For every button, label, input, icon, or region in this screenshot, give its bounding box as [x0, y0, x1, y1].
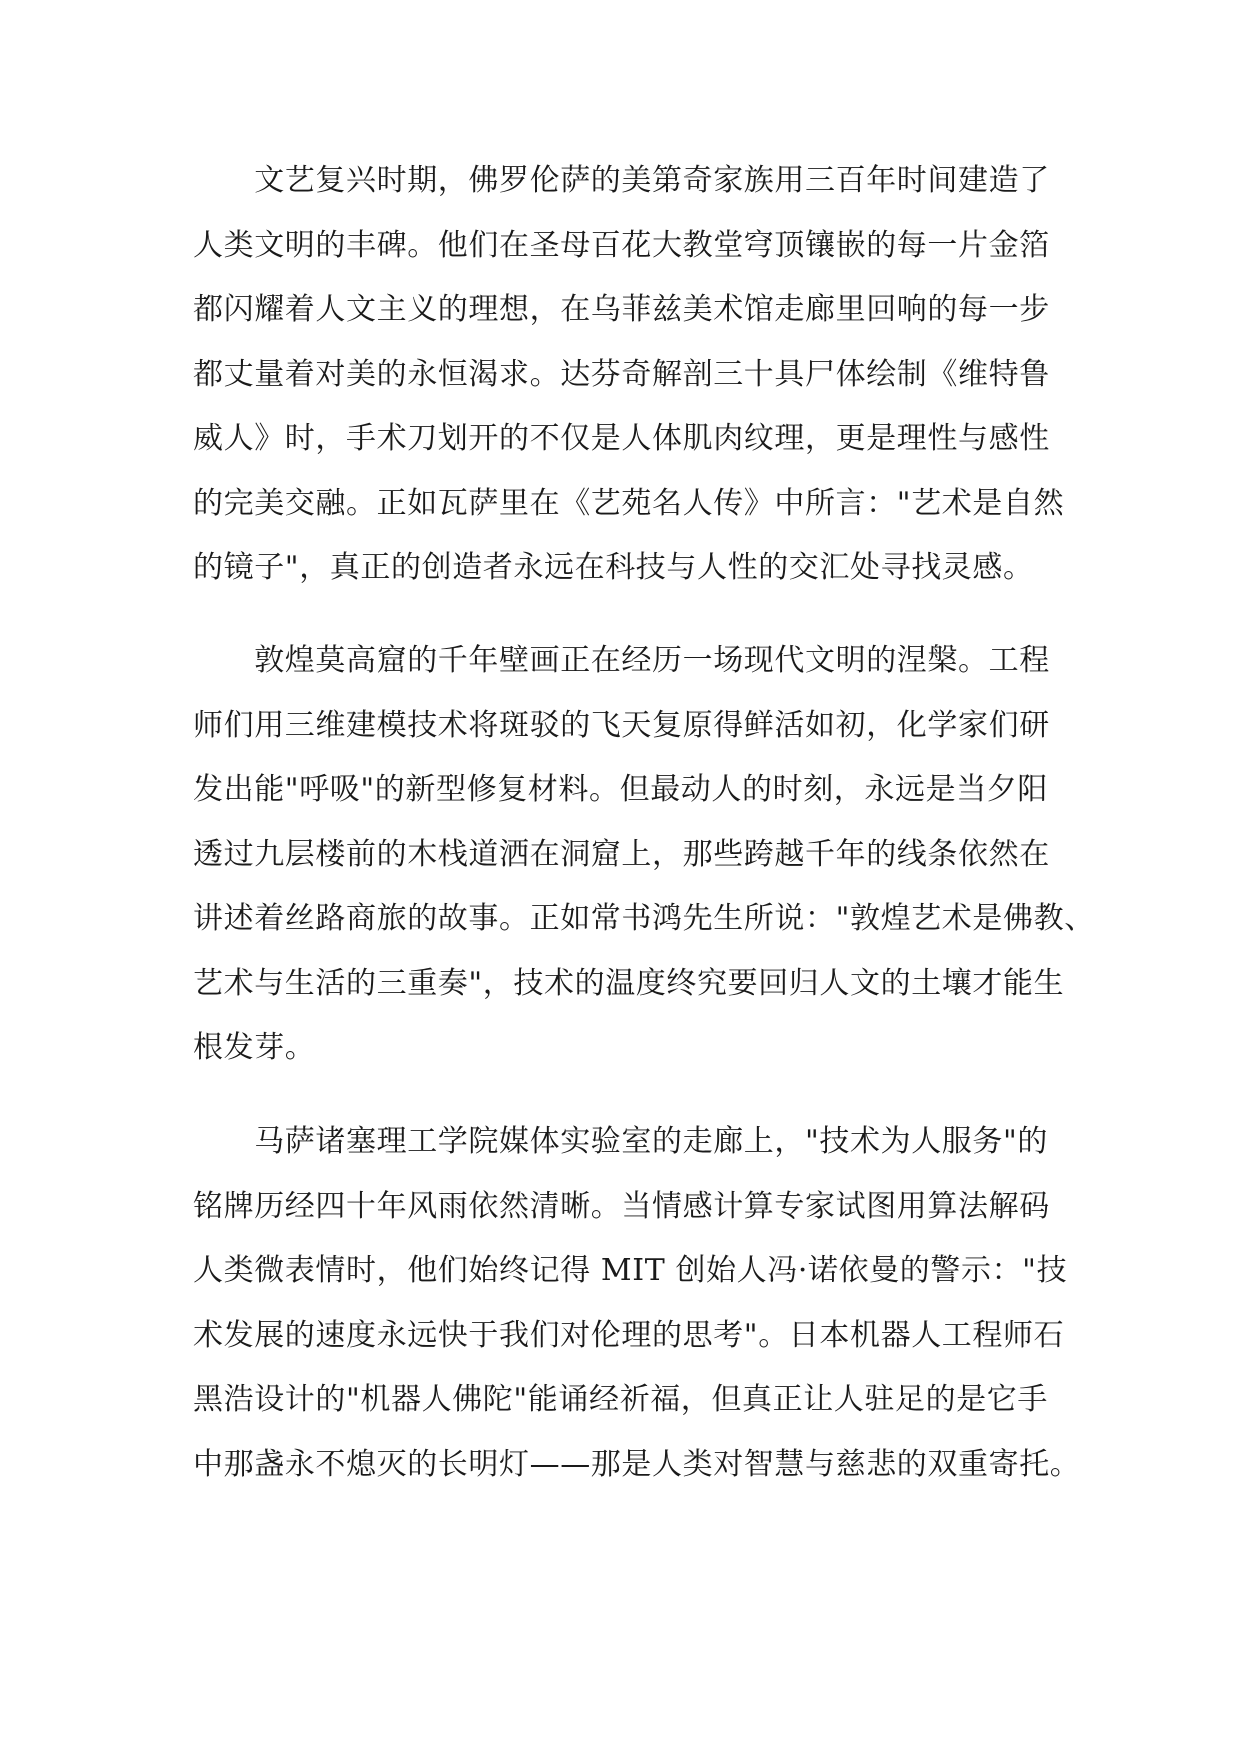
text-line: 根发芽。	[193, 1030, 316, 1065]
text-line: 术发展的速度永远快于我们对伦理的思考"。日本机器人工程师石	[193, 1317, 1065, 1353]
text-line: 的完美交融。正如瓦萨里在《艺苑名人传》中所言："艺术是自然	[193, 485, 1065, 521]
text-line: 人类微表情时，他们始终记得 MIT 创始人冯·诺依曼的警示："技	[193, 1253, 1068, 1288]
text-line: 都闪耀着人文主义的理想，在乌菲兹美术馆走廊里回响的每一步	[193, 292, 1050, 327]
text-line: 中那盏永不熄灭的长明灯——那是人类对智慧与慈悲的双重寄托。	[193, 1446, 1081, 1482]
text-line: 透过九层楼前的木栈道洒在洞窟上，那些跨越千年的线条依然在	[193, 836, 1050, 872]
paragraph-mit	[193, 1110, 1081, 1497]
text-line: 文艺复兴时期，佛罗伦萨的美第奇家族用三百年时间建造了	[193, 163, 1050, 198]
text-line: 铭牌历经四十年风雨依然清晰。当情感计算专家试图用算法解码	[193, 1188, 1050, 1224]
text-line: 发出能"呼吸"的新型修复材料。但最动人的时刻，永远是当夕阳	[193, 772, 1048, 807]
text-line: 马萨诸塞理工学院媒体实验室的走廊上，"技术为人服务"的	[193, 1124, 1048, 1159]
text-line: 人类文明的丰碑。他们在圣母百花大教堂穹顶镶嵌的每一片金箔	[193, 227, 1050, 263]
text-line: 都丈量着对美的永恒渴求。达芬奇解剖三十具尸体绘制《维特鲁	[193, 356, 1050, 392]
text-line: 的镜子"，真正的创造者永远在科技与人性的交汇处寻找灵感。	[193, 550, 1034, 585]
paragraph-renaissance	[193, 149, 1065, 601]
text-line: 师们用三维建模技术将斑驳的飞天复原得鲜活如初，化学家们研	[193, 707, 1050, 743]
text-line: 敦煌莫高窟的千年壁画正在经历一场现代文明的涅槃。工程	[193, 643, 1050, 678]
text-line: 黑浩设计的"机器人佛陀"能诵经祈福，但真正让人驻足的是它手	[193, 1382, 1048, 1417]
text-line: 威人》时，手术刀划开的不仅是人体肌肉纹理，更是理性与感性	[193, 421, 1050, 456]
paragraph-dunhuang	[193, 629, 1095, 1081]
text-line: 艺术与生活的三重奏"，技术的温度终究要回归人文的土壤才能生	[193, 965, 1065, 1001]
text-line: 讲述着丝路商旅的故事。正如常书鸿先生所说："敦煌艺术是佛教、	[193, 901, 1095, 936]
